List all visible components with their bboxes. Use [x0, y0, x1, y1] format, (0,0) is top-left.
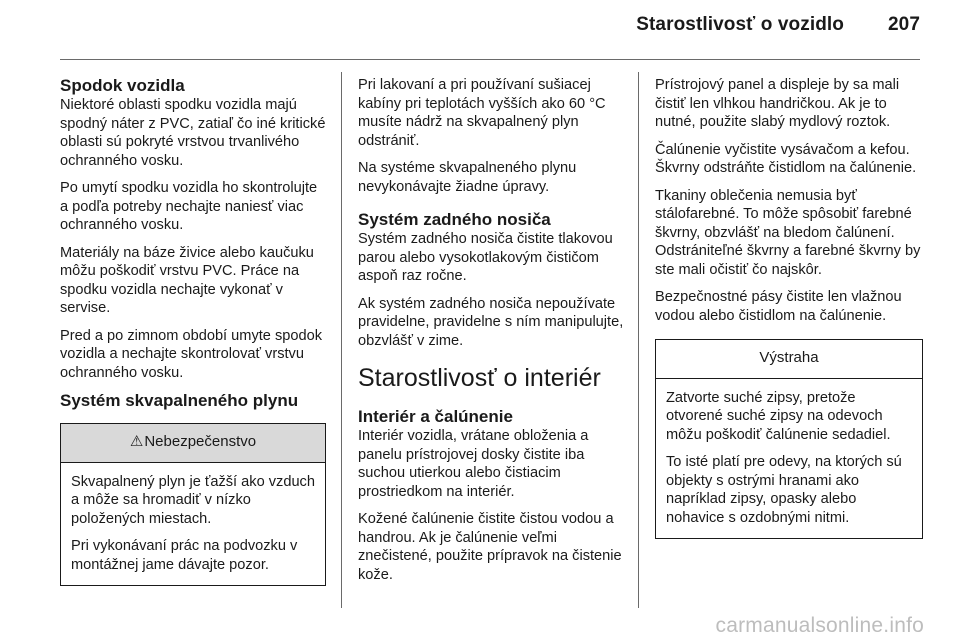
paragraph: Pri lakovaní a pri používaní sušiacej kabíny pri teplotách vyšších ako 60 °C musíte nádrž na skvapalnený plyn odstrániť.: [358, 77, 606, 149]
column-1: [60, 76, 326, 586]
paragraph: To isté platí pre odevy, na ktorých sú objekty s ostrými hranami ako napríklad zipsy, opasky alebo nohavice s ozdobnými nitmi.: [666, 454, 902, 526]
danger-box-body: [61, 463, 325, 586]
paragraph: Na systéme skvapalneného plynu nevykonávajte žiadne úpravy.: [358, 160, 577, 195]
paragraph: Systém zadného nosiča čistite tlakovou parou alebo vysokotlakovým čističom aspoň raz ročne.: [358, 231, 613, 284]
warning-box-body: [656, 379, 922, 539]
paragraph: Čalúnenie vyčistite vysávačom a kefou. Škvrny odstráňte čistidlom na čalúnenie.: [655, 141, 917, 176]
paragraph: Tkaniny oblečenia nemusia byť stálofarebné. To môže spôsobiť farebné škvrny, obzvlášť na bledom čalúnení. Odstrániteľné škvrny a farebné škvrny by ste mali očistiť čo najskôr.: [655, 187, 921, 278]
column-divider-2: [638, 72, 639, 608]
danger-box-header: [61, 424, 325, 463]
paragraph: Pri vykonávaní prác na podvozku v montážnej jame dávajte pozor.: [71, 538, 298, 573]
section-title-interior: Starostlivosť o interiér: [358, 364, 601, 392]
danger-box-title: Nebezpečenstvo: [144, 433, 257, 450]
heading-interior-upholstery: Interiér a čalúnenie: [358, 407, 513, 426]
paragraph: Ak systém zadného nosiča nepoužívate pravidelne, pravidelne s ním manipulujte, obzvlášť v zime.: [358, 295, 624, 349]
paragraph: Prístrojový panel a displeje by sa mali čistiť len vlhkou handričkou. Ak je to nutné, použite slabý mydlový roztok.: [655, 77, 900, 130]
warning-box: [655, 339, 923, 539]
warning-box-header: Výstraha: [656, 340, 922, 379]
heading-lpg-system: Systém skvapalneného plynu: [60, 391, 299, 410]
paragraph: Bezpečnostné pásy čistite len vlažnou vodou alebo čistidlom na čalúnenie.: [655, 289, 902, 324]
column-2: [358, 76, 624, 593]
paragraph: Po umytí spodku vozidla ho skontrolujte a podľa potreby nechajte naniesť viac ochranného vosku.: [60, 180, 318, 233]
header-divider: [60, 59, 920, 60]
heading-rear-carrier: Systém zadného nosiča: [358, 210, 551, 229]
danger-box: [60, 423, 326, 586]
watermark: carmanualsonline.info: [715, 614, 924, 637]
paragraph: Materiály na báze živice alebo kaučuku môžu poškodiť vrstvu PVC. Práce na spodku vozidla nechajte vykonať v servise.: [60, 244, 314, 316]
paragraph: Skvapalnený plyn je ťažší ako vzduch a môže sa hromadiť v nízko položených miestach.: [71, 473, 315, 527]
paragraph: Zatvorte suché zipsy, pretože otvorené suché zipsy na odevoch môžu poškodiť čalúnenie sedadiel.: [666, 389, 891, 443]
column-3: [655, 76, 923, 539]
paragraph: Interiér vozidla, vrátane obloženia a panelu prístrojovej dosky čistite iba suchou utierkou alebo čistiacim prostriedkom na interiér.: [358, 428, 589, 500]
heading-undercarriage: Spodok vozidla: [60, 76, 185, 95]
paragraph: Pred a po zimnom období umyte spodok vozidla a nechajte skontrolovať vrstvu ochranného vosku.: [60, 327, 323, 381]
header-title: Starostlivosť o vozidlo: [636, 14, 844, 35]
column-divider-1: [341, 72, 342, 608]
page-header: [636, 14, 920, 36]
paragraph: Niektoré oblasti spodku vozidla majú spodný náter z PVC, zatiaľ čo iné kritické oblasti sú pokryté vrstvou trvanlivého ochranného vosku.: [60, 97, 326, 169]
paragraph: Kožené čalúnenie čistite čistou vodou a handrou. Ak je čalúnenie veľmi znečistené, použite prípravok na čistenie kože.: [358, 511, 622, 583]
page-number: 207: [887, 14, 920, 35]
warning-triangle-icon: ⚠: [129, 433, 144, 450]
